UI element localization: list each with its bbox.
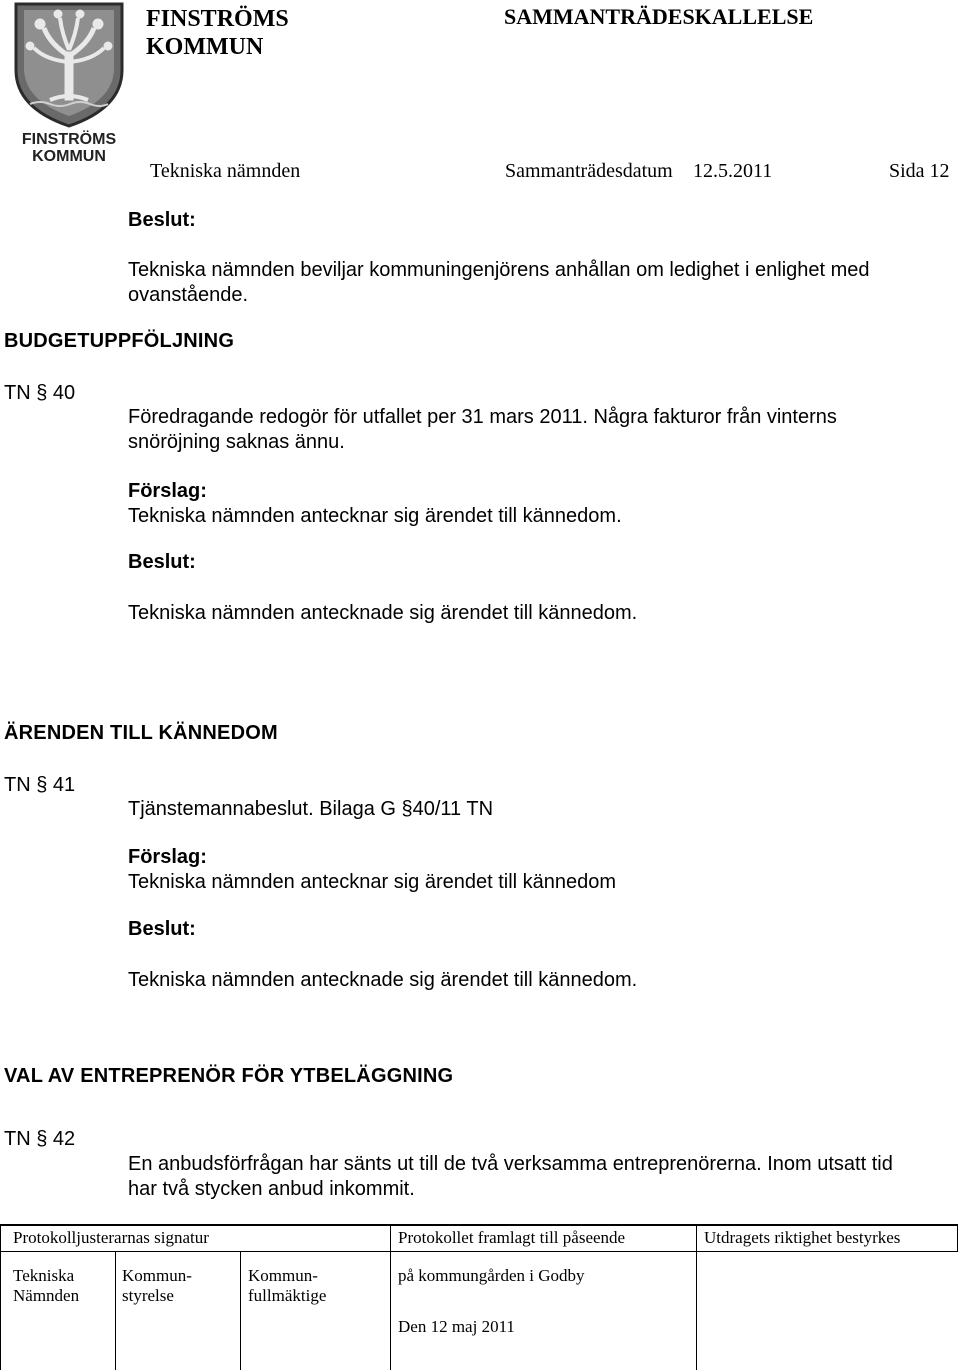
signature-municipal-board-line2: styrelse bbox=[122, 1286, 174, 1305]
footer-col1-header: Protokolljusterarnas signatur bbox=[13, 1228, 209, 1247]
signature-footer-table bbox=[0, 1224, 958, 1370]
section-body-text: Tjänstemannabeslut. Bilaga G §40/11 TN bbox=[128, 798, 494, 820]
signature-council-line1: Kommun- bbox=[248, 1266, 318, 1285]
decision-label: Beslut: bbox=[128, 918, 196, 940]
footer-col3-header: Utdragets riktighet bestyrkes bbox=[704, 1228, 901, 1247]
section-number: TN § 40 bbox=[4, 382, 76, 404]
section-heading-budget: BUDGETUPPFÖLJNING bbox=[4, 330, 235, 352]
decision-text: Tekniska nämnden antecknade sig ärendet till kännedom. bbox=[128, 969, 638, 991]
posting-location: på kommungården i Godby bbox=[398, 1266, 585, 1285]
section-heading-notices: ÄRENDEN TILL KÄNNEDOM bbox=[4, 722, 278, 744]
meeting-date-value: 12.5.2011 bbox=[693, 160, 773, 182]
municipality-coat-of-arms-logo bbox=[10, 0, 128, 165]
logo-text-line2: KOMMUN bbox=[32, 148, 106, 165]
org-name-line2: KOMMUN bbox=[146, 34, 264, 60]
section-heading-contractor: VAL AV ENTREPRENÖR FÖR YTBELÄGGNING bbox=[4, 1065, 454, 1087]
intro-decision-label: Beslut: bbox=[128, 209, 196, 231]
section-body-text: Föredragande redogör för utfallet per 31 mars 2011. Några fakturor från vinterns snöröjning saknas ännu. bbox=[128, 406, 837, 453]
proposal-label: Förslag: bbox=[128, 846, 207, 868]
proposal-text: Tekniska nämnden antecknar sig ärendet till kännedom. bbox=[128, 505, 622, 527]
logo-text-line1: FINSTRÖMS bbox=[21, 131, 117, 148]
decision-label: Beslut: bbox=[128, 551, 196, 573]
committee-name: Tekniska nämnden bbox=[150, 160, 301, 182]
signature-technical-board-line2: Nämnden bbox=[13, 1286, 80, 1305]
decision-text: Tekniska nämnden antecknade sig ärendet till kännedom. bbox=[128, 602, 638, 624]
org-name-line1: FINSTRÖMS bbox=[146, 6, 289, 32]
posting-date: Den 12 maj 2011 bbox=[398, 1317, 515, 1336]
page-number: Sida 12 bbox=[889, 160, 950, 182]
signature-council-line2: fullmäktige bbox=[248, 1286, 327, 1305]
document-title: SAMMANTRÄDESKALLELSE bbox=[504, 4, 814, 29]
proposal-label: Förslag: bbox=[128, 480, 207, 502]
intro-decision-text: Tekniska nämnden beviljar kommuningenjörens anhållan om ledighet i enlighet med ovanstående. bbox=[128, 259, 870, 306]
section-body-text: En anbudsförfrågan har sänts ut till de två verksamma entreprenörerna. Inom utsatt tid har två stycken anbud inkommit. bbox=[128, 1153, 893, 1200]
footer-col2-header: Protokollet framlagt till påseende bbox=[398, 1228, 626, 1247]
section-number: TN § 42 bbox=[4, 1128, 76, 1150]
signature-technical-board-line1: Tekniska bbox=[13, 1266, 75, 1285]
meeting-date-label: Sammanträdesdatum bbox=[505, 160, 673, 182]
section-number: TN § 41 bbox=[4, 774, 76, 796]
signature-municipal-board-line1: Kommun- bbox=[122, 1266, 192, 1285]
proposal-text: Tekniska nämnden antecknar sig ärendet till kännedom bbox=[128, 871, 617, 893]
